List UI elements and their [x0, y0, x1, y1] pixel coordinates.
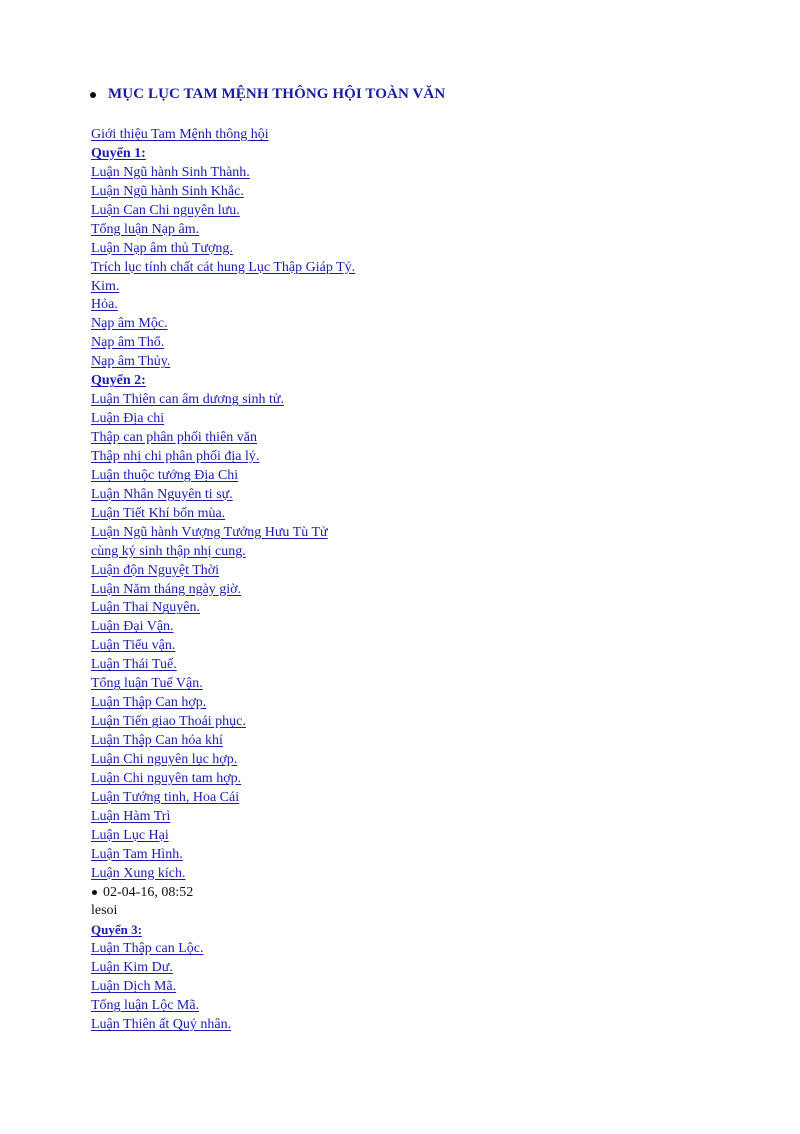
toc-link[interactable]: Luận Chi nguyên lục hợp.: [91, 751, 238, 767]
post-meta-row: [91, 884, 731, 903]
toc-link[interactable]: Tổng luận Nạp âm.: [91, 221, 200, 237]
toc-link[interactable]: Luận Thập Can hợp.: [91, 695, 207, 711]
volume-3-link[interactable]: Quyển 3:: [91, 922, 142, 938]
toc-link[interactable]: Luận Đại Vận.: [91, 619, 174, 635]
toc-link[interactable]: Luận Tiến giao Thoái phục.: [91, 714, 246, 730]
toc-link[interactable]: Luận Tướng tinh, Hoa Cái: [91, 789, 240, 805]
toc-link[interactable]: Luận Nhân Nguyên ti sự.: [91, 486, 233, 502]
toc-link[interactable]: Luận Kim Dư.: [91, 960, 173, 976]
toc-link[interactable]: Luận Xung kích.: [91, 865, 186, 881]
toc-link[interactable]: cùng ký sinh thập nhị cung.: [91, 543, 246, 559]
toc-link[interactable]: Tổng luận Lộc Mã.: [91, 998, 200, 1014]
toc-link[interactable]: Thập nhị chi phân phối địa lý.: [91, 448, 260, 464]
toc-link[interactable]: Luận Thai Nguyên.: [91, 600, 200, 616]
toc-link[interactable]: Luận Thiên ất Quý nhân.: [91, 1017, 232, 1033]
toc-link[interactable]: Kim.: [91, 278, 120, 294]
bullet-icon: [92, 890, 97, 895]
toc-link[interactable]: Luận độn Nguyệt Thời: [91, 562, 220, 578]
toc-link[interactable]: Luận Can Chi nguyên lưu.: [91, 202, 240, 218]
toc-link[interactable]: Nạp âm Mộc.: [91, 316, 168, 332]
toc-link[interactable]: Trích lục tính chất cát hung Lục Thập Giáp Tý.: [91, 259, 356, 275]
volume-1-link[interactable]: Quyển 1:: [91, 145, 146, 161]
toc-link[interactable]: Luận Tam Hình.: [91, 846, 183, 862]
post-timestamp: 02-04-16, 08:52: [103, 884, 194, 900]
toc-link[interactable]: Thập can phân phối thiên văn: [91, 430, 258, 445]
toc-link[interactable]: Luận Thiên can âm dương sinh tử.: [91, 392, 285, 408]
toc-link[interactable]: Luận Năm tháng ngày giờ.: [91, 581, 242, 597]
table-of-contents: [91, 126, 731, 1035]
toc-link[interactable]: Luận Tiểu vận.: [91, 638, 176, 654]
toc-link[interactable]: Luận thuộc tướng Địa Chi: [91, 467, 239, 483]
toc-link[interactable]: Luận Tiết Khí bốn mùa.: [91, 505, 226, 521]
heading-row: [90, 86, 445, 103]
bullet-icon: [90, 92, 96, 98]
toc-link[interactable]: Luận Thập Can hóa khí: [91, 733, 223, 748]
toc-link[interactable]: Luận Dịch Mã.: [91, 979, 177, 995]
toc-link[interactable]: Luận Thập can Lộc.: [91, 941, 204, 957]
toc-link[interactable]: Nạp âm Thủy.: [91, 354, 171, 370]
page-title: MỤC LỤC TAM MỆNH THÔNG HỘI TOÀN VĂN: [108, 86, 446, 102]
volume-2-link[interactable]: Quyển 2:: [91, 373, 146, 389]
toc-link[interactable]: Hỏa.: [91, 297, 118, 313]
toc-link[interactable]: Tổng luận Tuế Vận.: [91, 676, 203, 692]
toc-link[interactable]: Luận Lục Hại: [91, 827, 169, 843]
toc-link[interactable]: Luận Chi nguyên tam hợp.: [91, 770, 242, 786]
toc-link[interactable]: Luận Thái Tuế.: [91, 657, 177, 673]
toc-link[interactable]: Luận Ngũ hành Vượng Tướng Hưu Tù Tử: [91, 524, 328, 540]
toc-link[interactable]: Luận Hàm Trì: [91, 808, 171, 824]
toc-link[interactable]: Luận Ngũ hành Sinh Thành.: [91, 164, 250, 180]
intro-link[interactable]: Giới thiệu Tam Mệnh thông hội: [91, 127, 269, 142]
toc-link[interactable]: Luận Ngũ hành Sinh Khắc.: [91, 183, 244, 199]
toc-link[interactable]: Luận Nạp âm thủ Tượng.: [91, 240, 233, 256]
toc-link[interactable]: Luận Địa chi: [91, 411, 165, 427]
toc-link[interactable]: Nạp âm Thổ.: [91, 335, 165, 351]
post-author: lesoi: [91, 903, 118, 919]
